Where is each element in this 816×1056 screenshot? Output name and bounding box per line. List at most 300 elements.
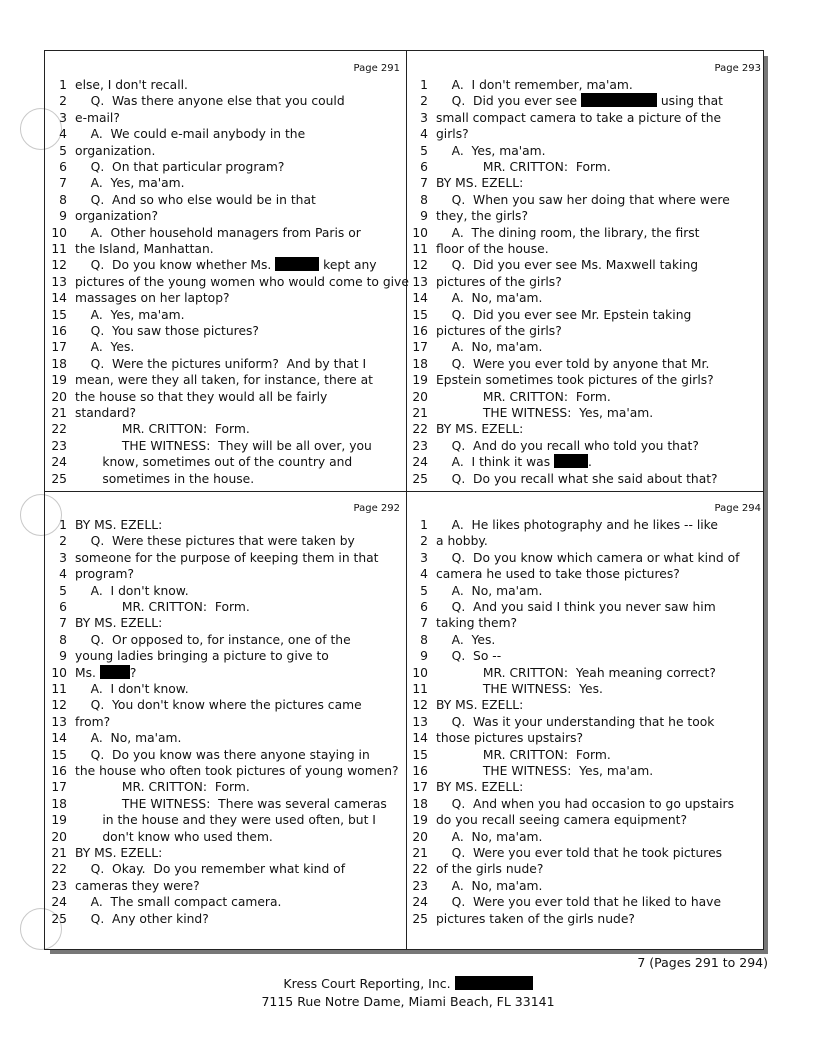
line-number: 5 bbox=[59, 143, 67, 158]
line-number: 8 bbox=[420, 632, 428, 647]
transcript-line bbox=[406, 143, 546, 160]
line-text: else, I don't recall. bbox=[75, 78, 188, 92]
transcript-line bbox=[45, 615, 162, 632]
line-text: MR. CRITTON: Form. bbox=[436, 747, 611, 762]
line-number: 25 bbox=[51, 471, 67, 486]
line-text: camera he used to take those pictures? bbox=[436, 567, 680, 582]
transcript-line bbox=[406, 372, 714, 389]
line-text: MR. CRITTON: Form. bbox=[436, 160, 611, 174]
line-number: 6 bbox=[420, 160, 428, 174]
line-text: the house who often took pictures of young women? bbox=[75, 764, 399, 778]
line-text: Q. Were the pictures uniform? And by that I bbox=[75, 356, 367, 371]
transcript-line bbox=[45, 714, 110, 731]
line-text: BY MS. EZELL: bbox=[436, 422, 524, 437]
transcript-line bbox=[406, 126, 469, 143]
transcript-line bbox=[45, 845, 162, 862]
line-number: 13 bbox=[51, 274, 67, 289]
line-text: Epstein sometimes took pictures of the girls? bbox=[436, 373, 714, 388]
line-text: the house so that they would all be fairly bbox=[75, 389, 328, 404]
line-text: Q. Did you ever see bbox=[436, 94, 581, 109]
transcript-line bbox=[406, 307, 691, 324]
line-text: A. No, ma'am. bbox=[436, 291, 543, 306]
transcript-line bbox=[406, 845, 722, 862]
line-number: 13 bbox=[51, 714, 67, 729]
transcript-line bbox=[406, 421, 523, 438]
line-text: Q. Were these pictures that were taken by bbox=[75, 534, 355, 549]
line-number: 24 bbox=[412, 455, 428, 470]
line-text: A. No, ma'am. bbox=[436, 340, 543, 355]
line-text: Q. So -- bbox=[436, 649, 502, 664]
line-text: A. No, ma'am. bbox=[436, 829, 543, 844]
line-number: 24 bbox=[51, 895, 67, 910]
line-text: BY MS. EZELL: bbox=[436, 780, 524, 795]
line-number: 10 bbox=[412, 665, 428, 680]
line-number: 2 bbox=[420, 534, 428, 549]
transcript-line bbox=[406, 550, 739, 567]
transcript-line bbox=[406, 697, 523, 714]
line-number: 17 bbox=[51, 780, 67, 795]
line-text: BY MS. EZELL: bbox=[436, 698, 524, 713]
line-text: floor of the house. bbox=[436, 242, 549, 256]
line-number: 7 bbox=[59, 176, 67, 191]
page-panel-292 bbox=[45, 491, 406, 931]
transcript-line bbox=[45, 339, 134, 356]
line-number: 4 bbox=[59, 127, 67, 142]
line-text: cameras they were? bbox=[75, 878, 200, 893]
line-number: 4 bbox=[59, 567, 67, 582]
redaction-block bbox=[581, 93, 657, 107]
line-number: 16 bbox=[412, 324, 428, 338]
line-number: 5 bbox=[59, 583, 67, 598]
line-number: 7 bbox=[59, 616, 67, 631]
company-name: Kress Court Reporting, Inc. bbox=[283, 976, 451, 991]
transcript-line bbox=[406, 323, 562, 340]
transcript-line bbox=[45, 730, 181, 747]
transcript-line bbox=[406, 812, 687, 829]
transcript-line bbox=[406, 389, 611, 406]
transcript-line bbox=[45, 763, 399, 780]
redaction-block bbox=[275, 257, 319, 271]
line-text: A. We could e-mail anybody in the bbox=[75, 127, 306, 142]
transcript-line bbox=[45, 583, 189, 600]
line-text: Q. Did you ever see Mr. Epstein taking bbox=[436, 307, 692, 322]
transcript-line bbox=[406, 192, 730, 209]
line-text-continued: ? bbox=[129, 665, 137, 680]
transcript-line bbox=[406, 878, 542, 895]
transcript-line bbox=[406, 779, 523, 796]
line-number: 15 bbox=[51, 747, 67, 762]
line-text: Q. And you said I think you never saw him bbox=[436, 600, 716, 614]
line-text: organization. bbox=[75, 143, 156, 158]
transcript-line bbox=[406, 405, 653, 422]
transcript-line bbox=[45, 878, 200, 895]
line-text: don't know who used them. bbox=[75, 829, 273, 844]
page-title: Page 294 bbox=[714, 503, 761, 514]
transcript-line bbox=[406, 911, 635, 928]
line-text: Q. On that particular program? bbox=[75, 160, 285, 174]
line-text: do you recall seeing camera equipment? bbox=[436, 813, 688, 828]
line-text: Q. Do you know was there anyone staying in bbox=[75, 747, 370, 762]
line-text: A. Yes, ma'am. bbox=[75, 176, 185, 191]
line-text: MR. CRITTON: Form. bbox=[75, 422, 250, 437]
line-number: 18 bbox=[412, 796, 428, 811]
line-text: A. I don't know. bbox=[75, 583, 189, 598]
line-number: 3 bbox=[420, 110, 428, 125]
line-text: BY MS. EZELL: bbox=[75, 846, 163, 860]
line-number: 2 bbox=[59, 94, 67, 109]
line-number: 3 bbox=[59, 110, 67, 125]
transcript-line bbox=[406, 533, 488, 550]
transcript-line bbox=[45, 126, 305, 143]
line-number: 21 bbox=[412, 406, 428, 420]
line-number: 11 bbox=[51, 242, 67, 256]
transcript-line bbox=[406, 615, 517, 632]
transcript-line bbox=[406, 796, 734, 813]
line-text: A. Yes, ma'am. bbox=[75, 307, 185, 322]
line-text-continued: kept any bbox=[319, 258, 377, 273]
line-text: massages on her laptop? bbox=[75, 291, 230, 306]
line-text: A. Yes, ma'am. bbox=[436, 143, 546, 158]
line-number: 7 bbox=[420, 616, 428, 631]
transcript-line bbox=[45, 77, 188, 94]
transcript-line bbox=[406, 861, 543, 878]
transcript-line bbox=[45, 93, 345, 110]
line-number: 3 bbox=[420, 550, 428, 565]
transcript-line bbox=[406, 110, 721, 127]
transcript-line bbox=[45, 290, 230, 307]
transcript-line bbox=[406, 225, 700, 242]
transcript-line bbox=[45, 517, 162, 534]
line-number: 22 bbox=[412, 422, 428, 437]
transcript-line bbox=[45, 225, 361, 242]
line-number: 23 bbox=[412, 438, 428, 453]
line-number: 1 bbox=[59, 78, 67, 92]
line-number: 6 bbox=[420, 600, 428, 614]
line-text: Q. You don't know where the pictures came bbox=[75, 698, 362, 713]
transcript-line bbox=[406, 208, 528, 225]
line-number: 18 bbox=[51, 356, 67, 371]
line-number: 20 bbox=[412, 389, 428, 404]
line-number: 20 bbox=[51, 389, 67, 404]
line-text: Q. And do you recall who told you that? bbox=[436, 438, 699, 453]
line-number: 8 bbox=[59, 632, 67, 647]
line-number: 18 bbox=[51, 796, 67, 811]
transcript-line bbox=[45, 307, 185, 324]
transcript-line bbox=[45, 257, 377, 274]
line-number: 21 bbox=[412, 846, 428, 860]
line-text: Q. Okay. Do you remember what kind of bbox=[75, 862, 346, 877]
line-text: pictures taken of the girls nude? bbox=[436, 911, 635, 926]
transcript-line bbox=[45, 471, 254, 488]
transcript-line bbox=[45, 192, 316, 209]
line-number: 1 bbox=[59, 518, 67, 532]
transcript-line bbox=[45, 389, 327, 406]
line-text: someone for the purpose of keeping them in that bbox=[75, 550, 379, 565]
line-number: 4 bbox=[420, 567, 428, 582]
line-text: from? bbox=[75, 714, 111, 729]
transcript-line bbox=[406, 714, 714, 731]
transcript-line bbox=[45, 421, 250, 438]
transcript-line bbox=[45, 566, 134, 583]
transcript-frame bbox=[44, 50, 764, 950]
line-text: A. No, ma'am. bbox=[75, 731, 182, 746]
transcript-line bbox=[406, 290, 542, 307]
line-number: 15 bbox=[412, 307, 428, 322]
transcript-line bbox=[406, 583, 542, 600]
transcript-line bbox=[406, 356, 709, 373]
line-text: Q. Was it your understanding that he took bbox=[436, 714, 715, 729]
transcript-line bbox=[406, 730, 583, 747]
redaction-block bbox=[554, 454, 588, 468]
line-number: 10 bbox=[412, 225, 428, 240]
line-text: THE WITNESS: They will be all over, you bbox=[75, 438, 372, 453]
transcript-line bbox=[45, 829, 273, 846]
line-number: 12 bbox=[51, 258, 67, 273]
transcript-line bbox=[406, 648, 501, 665]
transcript-line bbox=[45, 454, 352, 471]
line-text: a hobby. bbox=[436, 534, 488, 549]
line-text: THE WITNESS: There was several cameras bbox=[75, 796, 387, 811]
line-number: 8 bbox=[59, 192, 67, 207]
transcript-line bbox=[45, 323, 259, 340]
transcript-line bbox=[406, 339, 542, 356]
transcript-line bbox=[45, 648, 329, 665]
line-number: 13 bbox=[412, 274, 428, 289]
page-panel-294 bbox=[406, 491, 767, 931]
line-number: 6 bbox=[59, 600, 67, 614]
transcript-line bbox=[406, 517, 718, 534]
page-title: Page 293 bbox=[714, 63, 761, 74]
line-text: Q. Do you know which camera or what kind of bbox=[436, 550, 740, 565]
transcript-line bbox=[45, 533, 355, 550]
line-text: BY MS. EZELL: bbox=[75, 518, 163, 532]
line-number: 12 bbox=[412, 698, 428, 713]
line-number: 15 bbox=[412, 747, 428, 762]
transcript-line bbox=[45, 894, 281, 911]
line-text: THE WITNESS: Yes, ma'am. bbox=[436, 764, 654, 778]
line-text: BY MS. EZELL: bbox=[75, 616, 163, 631]
transcript-line bbox=[45, 697, 362, 714]
line-number: 6 bbox=[59, 160, 67, 174]
transcript-line bbox=[45, 159, 284, 176]
line-text: A. No, ma'am. bbox=[436, 583, 543, 598]
line-text-continued: . bbox=[588, 455, 592, 470]
line-number: 14 bbox=[412, 291, 428, 306]
line-text: e-mail? bbox=[75, 110, 120, 125]
transcript-line bbox=[45, 405, 136, 422]
page-panel-291 bbox=[45, 51, 409, 491]
line-text: girls? bbox=[436, 127, 469, 142]
court-reporter-address: 7115 Rue Notre Dame, Miami Beach, FL 33141 bbox=[261, 994, 555, 1009]
transcript-line bbox=[45, 665, 136, 682]
line-number: 11 bbox=[412, 242, 428, 256]
line-text: Q. Were you ever told that he liked to have bbox=[436, 895, 722, 910]
line-text: A. I don't remember, ma'am. bbox=[436, 78, 633, 92]
line-number: 21 bbox=[51, 406, 67, 420]
transcript-line bbox=[45, 208, 158, 225]
line-number: 11 bbox=[51, 682, 67, 696]
transcript-line bbox=[45, 632, 351, 649]
line-text: Q. And when you had occasion to go upstairs bbox=[436, 796, 734, 811]
line-text: they, the girls? bbox=[436, 209, 528, 224]
line-number: 3 bbox=[59, 550, 67, 565]
redaction-block bbox=[455, 976, 533, 990]
line-number: 24 bbox=[51, 455, 67, 470]
line-number: 22 bbox=[51, 422, 67, 437]
line-text: of the girls nude? bbox=[436, 862, 544, 877]
line-number: 20 bbox=[412, 829, 428, 844]
transcript-line bbox=[406, 241, 549, 258]
line-text: A. No, ma'am. bbox=[436, 878, 543, 893]
line-number: 19 bbox=[51, 373, 67, 388]
line-number: 11 bbox=[412, 682, 428, 696]
line-number: 23 bbox=[51, 878, 67, 893]
transcript-line bbox=[406, 566, 680, 583]
transcript-line bbox=[45, 438, 372, 455]
frame-shadow-bottom bbox=[50, 950, 768, 954]
transcript-line bbox=[45, 911, 209, 928]
transcript-line bbox=[45, 110, 120, 127]
transcript-line bbox=[406, 438, 699, 455]
line-text: Q. Do you know whether Ms. bbox=[75, 258, 276, 273]
line-text: A. The small compact camera. bbox=[75, 895, 282, 910]
transcript-line bbox=[406, 454, 592, 471]
line-number: 23 bbox=[51, 438, 67, 453]
transcript-line bbox=[45, 356, 366, 373]
line-number: 17 bbox=[412, 780, 428, 795]
line-number: 10 bbox=[51, 225, 67, 240]
transcript-line bbox=[406, 829, 542, 846]
transcript-line bbox=[45, 779, 250, 796]
transcript-line bbox=[406, 77, 633, 94]
line-number: 16 bbox=[51, 764, 67, 778]
line-number: 17 bbox=[51, 340, 67, 355]
line-text: THE WITNESS: Yes, ma'am. bbox=[436, 406, 654, 420]
line-number: 25 bbox=[412, 471, 428, 486]
line-text: pictures of the young women who would come to give bbox=[75, 274, 409, 289]
transcript-line bbox=[406, 632, 495, 649]
line-number: 23 bbox=[412, 878, 428, 893]
line-text: standard? bbox=[75, 406, 137, 420]
line-number: 17 bbox=[412, 340, 428, 355]
line-text: mean, were they all taken, for instance, there at bbox=[75, 373, 373, 388]
line-text: the Island, Manhattan. bbox=[75, 242, 214, 256]
line-number: 1 bbox=[420, 78, 428, 92]
line-number: 14 bbox=[51, 731, 67, 746]
line-text: Ms. bbox=[75, 665, 100, 680]
line-text: Q. Any other kind? bbox=[75, 911, 209, 926]
line-number: 5 bbox=[420, 583, 428, 598]
line-number: 9 bbox=[59, 209, 67, 224]
line-number: 19 bbox=[412, 373, 428, 388]
line-text: organization? bbox=[75, 209, 158, 224]
line-text: MR. CRITTON: Form. bbox=[75, 600, 250, 614]
transcript-line bbox=[406, 274, 562, 291]
line-text: young ladies bringing a picture to give to bbox=[75, 649, 329, 664]
line-text: Q. Were you ever told by anyone that Mr. bbox=[436, 356, 710, 371]
transcript-line bbox=[45, 599, 250, 616]
page-panel-293 bbox=[406, 51, 767, 491]
line-text: program? bbox=[75, 567, 135, 582]
transcript-line bbox=[45, 681, 189, 698]
transcript-line bbox=[45, 747, 370, 764]
line-text: Q. And so who else would be in that bbox=[75, 192, 316, 207]
line-number: 12 bbox=[412, 258, 428, 273]
line-text: BY MS. EZELL: bbox=[436, 176, 524, 191]
line-number: 1 bbox=[420, 518, 428, 532]
line-text: Q. Was there anyone else that you could bbox=[75, 94, 345, 109]
transcript-line bbox=[45, 812, 376, 829]
line-text: MR. CRITTON: Yeah meaning correct? bbox=[436, 665, 716, 680]
transcript-line bbox=[406, 894, 721, 911]
line-number: 8 bbox=[420, 192, 428, 207]
line-text: pictures of the girls? bbox=[436, 324, 562, 338]
line-text: A. Yes. bbox=[75, 340, 135, 355]
line-text: pictures of the girls? bbox=[436, 274, 562, 289]
transcript-line bbox=[406, 159, 611, 176]
line-number: 14 bbox=[51, 291, 67, 306]
line-text: MR. CRITTON: Form. bbox=[436, 389, 611, 404]
page-title: Page 292 bbox=[353, 503, 400, 514]
transcript-line bbox=[45, 796, 387, 813]
transcript-line bbox=[406, 257, 698, 274]
transcript-line bbox=[45, 175, 185, 192]
transcript-line bbox=[45, 372, 373, 389]
transcript-line bbox=[406, 599, 716, 616]
transcript-line bbox=[45, 550, 379, 567]
line-text: know, sometimes out of the country and bbox=[75, 455, 353, 470]
line-text: A. I think it was bbox=[436, 455, 555, 470]
line-number: 19 bbox=[412, 813, 428, 828]
line-number: 25 bbox=[412, 911, 428, 926]
transcript-line bbox=[406, 747, 611, 764]
line-number: 9 bbox=[420, 209, 428, 224]
transcript-line bbox=[406, 175, 523, 192]
line-number: 10 bbox=[51, 665, 67, 680]
line-number: 22 bbox=[412, 862, 428, 877]
line-number: 5 bbox=[420, 143, 428, 158]
line-number: 21 bbox=[51, 846, 67, 860]
transcript-line bbox=[45, 143, 155, 160]
line-number: 9 bbox=[420, 649, 428, 664]
line-text: A. Other household managers from Paris or bbox=[75, 225, 361, 240]
line-number: 4 bbox=[420, 127, 428, 142]
line-text: Q. When you saw her doing that where were bbox=[436, 192, 730, 207]
line-number: 18 bbox=[412, 356, 428, 371]
line-text: taking them? bbox=[436, 616, 518, 631]
line-text: Q. You saw those pictures? bbox=[75, 324, 259, 338]
line-text: Q. Were you ever told that he took pictures bbox=[436, 846, 723, 860]
transcript-line bbox=[406, 665, 716, 682]
line-text: Q. Or opposed to, for instance, one of the bbox=[75, 632, 351, 647]
court-reporter-name bbox=[0, 976, 816, 991]
line-number: 22 bbox=[51, 862, 67, 877]
line-text: A. He likes photography and he likes -- like bbox=[436, 518, 718, 532]
line-text: MR. CRITTON: Form. bbox=[75, 780, 250, 795]
line-text: those pictures upstairs? bbox=[436, 731, 584, 746]
transcript-line bbox=[406, 471, 718, 488]
line-number: 2 bbox=[420, 94, 428, 109]
line-number: 25 bbox=[51, 911, 67, 926]
transcript-line bbox=[406, 763, 653, 780]
line-text-continued: using that bbox=[656, 94, 723, 109]
line-text: A. The dining room, the library, the first bbox=[436, 225, 700, 240]
line-number: 19 bbox=[51, 813, 67, 828]
page-range-label: 7 (Pages 291 to 294) bbox=[637, 955, 768, 970]
line-text: A. I don't know. bbox=[75, 682, 189, 696]
line-text: sometimes in the house. bbox=[75, 471, 255, 486]
line-number: 20 bbox=[51, 829, 67, 844]
